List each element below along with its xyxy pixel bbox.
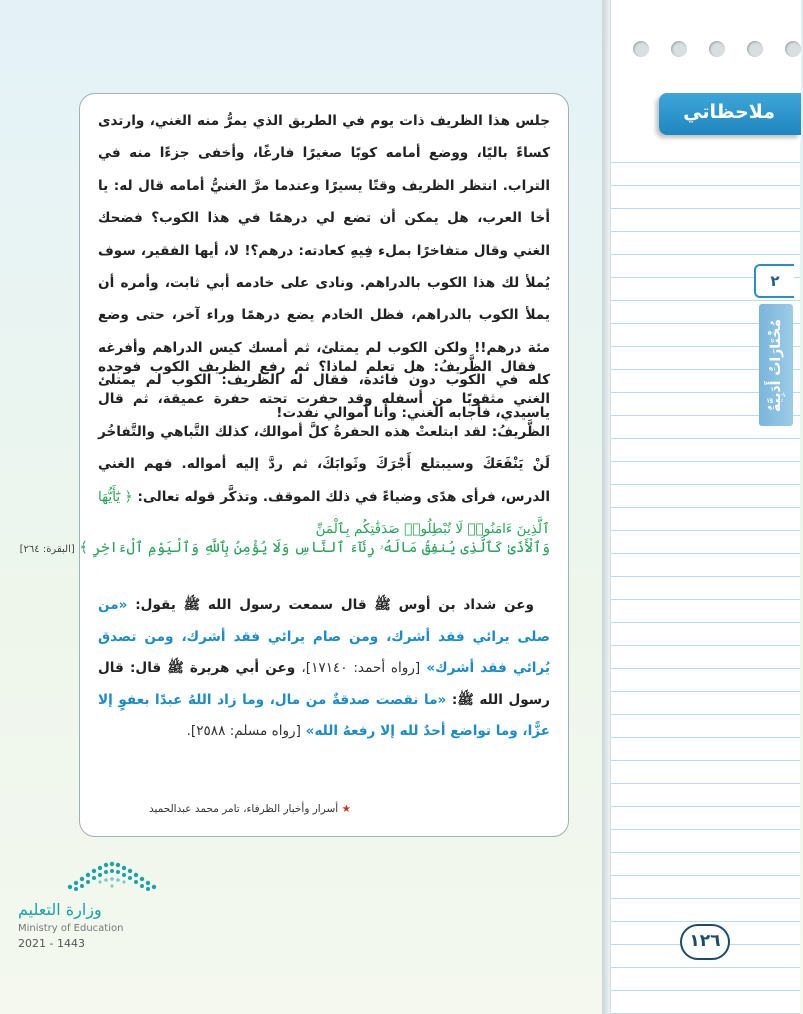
verse-part-2: وَٱلْأَذَىٰ كَٱلَّذِى يُنفِقُ مَالَهُۥ رِئَآءَ ٱلنَّاسِ وَلَا يُؤْمِنُ بِٱللَّهِ وَٱلْيَوْمِ ٱلْءَاخِرِ ﴾	[79, 540, 550, 556]
source-footnote	[98, 803, 351, 815]
verse-line	[19, 540, 550, 570]
binder-holes	[633, 41, 803, 59]
star-icon: ★	[341, 803, 351, 815]
binder-hole-icon	[633, 41, 649, 57]
hadith-reference-1: [رواه أحمد: ١٧١٤٠]،	[301, 660, 421, 676]
ministry-logo	[14, 856, 164, 956]
page-number: ١٢٦	[680, 924, 730, 960]
story-paragraph-1: جلس هذا الظريف ذات يوم في الطريق الذي يمرُّ منه الغني، وارتدى كساءً باليًا، ووضع أمامه كوبًا صغيرًا فارغًا، وأخفى جزءًا منه في التراب. انتظر الظريف وقتًا يسيرًا وعندما مرَّ الغنيُّ أمامه قال له: يا أخا العرب، هل يمكن أن تضع لي درهمًا في هذا الكوب؟ فضحك الغني وقال متفاخرًا بملء فِيهِ كعادته: درهم؟! لا، أيها الفقير، سوف يُملأ لك هذا الكوب بالدراهم. ونادى على خادمه أبي ثابت، وأمره أن يملأ الكوب بالدراهم، فظل الخادم يضع درهمًا وراء آخر، حتى وضع مئة درهم!! ولكن الكوب لم يمتلئ، ثم أمسك كيس الدراهم وأفرغه كله في الكوب دون فائدة، فقال له الظريف: الكوب لم يمتلئ ياسيدي، فأجابه الغني: وأنا أموالي نفدت!	[98, 113, 550, 421]
chapter-title: مُخْتَارَاتٌ أَدَبِيَّةٌ	[768, 318, 784, 412]
binder-hole-icon	[785, 41, 801, 57]
hadith-reference-2: [رواه مسلم: ٢٥٨٨].	[186, 723, 301, 739]
chapter-title-strip	[759, 304, 793, 426]
hadith-paragraph	[98, 590, 550, 748]
hadith-intro-1: وعن شداد بن أوس ﷺ قال سمعت رسول الله ﷺ يقول:	[135, 597, 534, 613]
footnote-text: أسرار وأخبار الظرفاء، تامر محمد عبدالحميد	[148, 803, 339, 815]
story-paragraph-2	[98, 351, 550, 545]
ministry-name-english: Ministry of Education	[18, 923, 124, 934]
hadith-text-1: «من صلى يرائي فقد أشرك، ومن صام يرائي فقد أشرك، ومن تصدق يُرائي فقد أشرك»	[98, 597, 551, 676]
hadith-text-2: «ما نقصت صدقةٌ من مال، وما زاد اللهُ عبدًا بعفوٍ إلا عزًّا، وما تواضع أحدٌ لله إلا رفعهُ الله»	[98, 691, 550, 739]
ministry-dots-icon	[62, 859, 162, 895]
notes-column	[610, 0, 800, 1014]
verse-reference: [البقرة: ٢٦٤]	[19, 544, 75, 555]
chapter-number: ٢	[754, 264, 794, 298]
binder-hole-icon	[671, 41, 687, 57]
story-paragraph-2-text: فقال الظَّريفُ: هل تعلم لماذا؟ ثم رفع الظريف الكوب فوجده الغني مثقوبًا من أسفله وقد حفرت تحته حفرة عميقة، ثم قال الظَّريفُ: لقد ابتلعتْ هذه الحفرةُ كلَّ أموالك، كذلك التَّباهي والتَّفاخُر لَنْ يَنْفَعَكَ وسيبتلع أَجْرَكَ وثَوابَكَ، ثم ردَّ إليه أمواله. فهم الغني الدرس، فرأى هدًى وضياءً في ذلك الموقف. وتذكَّر قوله تعالى:	[98, 359, 550, 505]
hadith-intro-2: وعن أبي هريرة ﷺ قال: قال رسول الله ﷺ:	[98, 660, 551, 708]
binder-hole-icon	[709, 41, 725, 57]
ministry-name-arabic: وزارة التعليم	[18, 900, 102, 919]
notes-title-tab: ملاحظاتي	[659, 93, 801, 135]
page-edge	[602, 0, 610, 1014]
binder-hole-icon	[747, 41, 763, 57]
academic-year: 2021 - 1443	[18, 937, 85, 950]
verse-part-1: ﴿ يَٰٓأَيُّهَا ٱلَّذِينَ ءَامَنُوا۟ لَا تُبْطِلُوا۟ صَدَقَٰتِكُم بِٱلْمَنِّ	[98, 488, 550, 538]
